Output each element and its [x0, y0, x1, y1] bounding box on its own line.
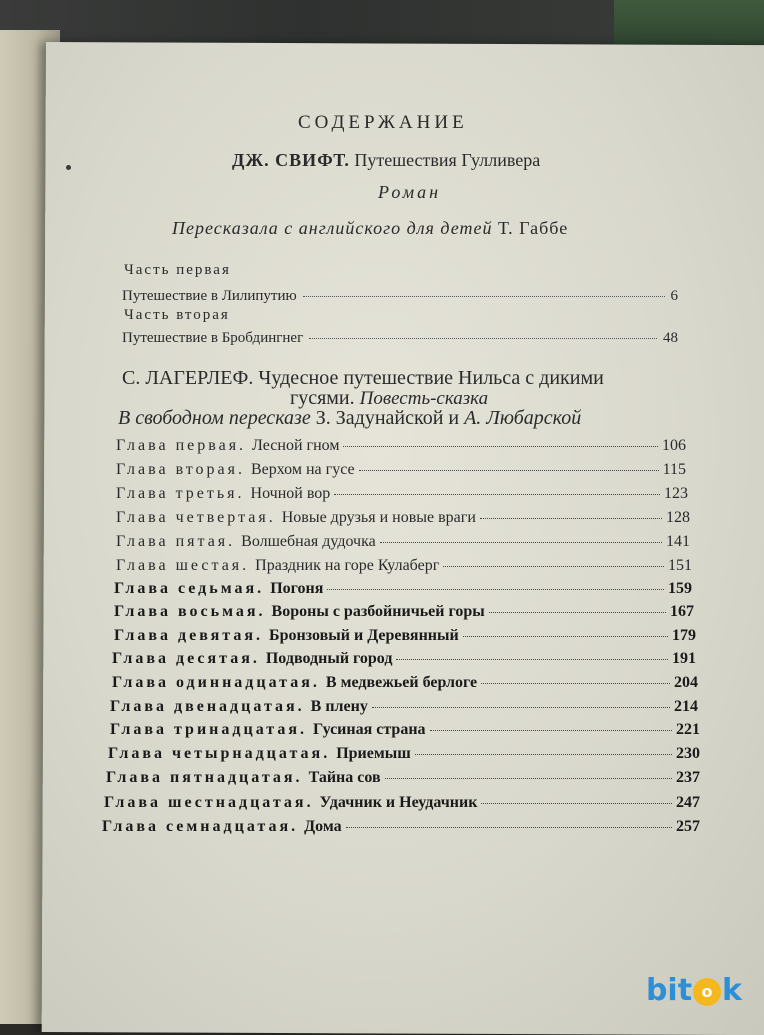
- part-label: Часть вторая: [124, 307, 230, 323]
- chapter-label: Глава четвертая.: [116, 509, 276, 526]
- dot-leader: [372, 707, 670, 708]
- dot-leader: [385, 778, 672, 779]
- chapter-name: В медвежьей берлоге: [325, 674, 478, 691]
- chapter-page: 247: [676, 794, 700, 811]
- chapter-row: [116, 485, 688, 503]
- chapter-label: Глава тринадцатая.: [110, 721, 307, 738]
- chapter-name: Ночной вор: [250, 485, 331, 502]
- dot-leader: [334, 494, 660, 495]
- book2-retold: [118, 407, 581, 430]
- chapter-name: Лесной гном: [252, 437, 340, 454]
- chapter-label: Глава шестнадцатая.: [104, 794, 314, 811]
- dot-leader: [481, 683, 670, 684]
- dot-leader: [359, 470, 659, 471]
- chapter-label: Глава первая.: [116, 437, 247, 454]
- toc-entry: [122, 288, 678, 305]
- chapter-row: [108, 745, 700, 763]
- chapter-label: Глава семнадцатая.: [102, 818, 299, 835]
- dot-leader: [481, 803, 672, 804]
- chapter-label: Глава пятнадцатая.: [106, 769, 303, 786]
- chapter-label: Глава восьмая.: [114, 603, 266, 620]
- chapter-page: 230: [676, 745, 700, 762]
- chapter-name: Дома: [304, 818, 342, 835]
- chapter-label: Глава одиннадцатая.: [112, 674, 320, 691]
- book1-retold: [172, 218, 568, 239]
- chapter-page: 204: [674, 674, 698, 691]
- book1-title: Путешествия Гулливера: [354, 150, 541, 170]
- book1-heading: [232, 150, 540, 171]
- chapter-row: [110, 721, 700, 739]
- book2-author: С. ЛАГЕРЛЕФ.: [122, 367, 254, 389]
- dot-leader: [327, 589, 664, 590]
- chapter-label: Глава третья.: [116, 485, 245, 502]
- chapter-name: Новые друзья и новые враги: [281, 509, 476, 526]
- chapter-label: Глава седьмая.: [114, 580, 265, 597]
- book2-retold-and: и: [448, 407, 460, 429]
- toc-entry-page: 6: [670, 288, 678, 304]
- dot-leader: [343, 446, 658, 447]
- background-object: [614, 0, 764, 44]
- dot-leader: [489, 612, 666, 613]
- chapter-name: Тайна сов: [308, 769, 381, 786]
- dot-leader: [463, 636, 668, 637]
- chapter-label: Глава шестая.: [116, 557, 250, 574]
- watermark-text: bit: [645, 973, 693, 1008]
- dot-leader: [309, 338, 657, 339]
- chapter-name: Гусиная страна: [313, 721, 426, 738]
- book2-retold-text: В свободном пересказе: [118, 407, 311, 429]
- chapter-label: Глава пятая.: [116, 533, 236, 550]
- part-label: Часть первая: [124, 262, 231, 278]
- dot-leader: [303, 296, 665, 297]
- book1-retold-name: Т. Габбе: [497, 218, 569, 238]
- chapter-row: [116, 533, 690, 551]
- chapter-page: 115: [662, 461, 686, 478]
- chapter-name: Удачник и Неудачник: [319, 794, 478, 811]
- dot-leader: [480, 518, 662, 519]
- chapter-row: [102, 818, 700, 836]
- coin-icon: o: [693, 978, 721, 1006]
- toc-entry: [122, 330, 678, 347]
- chapter-row: [104, 794, 700, 812]
- chapter-name: Волшебная дудочка: [241, 533, 376, 550]
- chapter-label: Глава девятая.: [114, 627, 263, 644]
- chapter-page: 128: [666, 509, 690, 526]
- toc-entry-title: Путешествие в Лилипутию: [122, 288, 297, 304]
- dot-leader: [396, 659, 668, 660]
- watermark-logo: [646, 973, 742, 1008]
- chapter-page: 237: [676, 769, 700, 786]
- dot-leader: [430, 730, 672, 731]
- book2-retold-name2: А. Любарской: [464, 407, 582, 429]
- dot-leader: [415, 754, 672, 755]
- chapter-row: [112, 674, 698, 692]
- chapter-row: [116, 509, 690, 527]
- page-title: СОДЕРЖАНИЕ: [298, 112, 468, 133]
- chapter-page: 221: [676, 721, 700, 738]
- chapter-name: Приемыш: [336, 745, 411, 762]
- chapter-row: [114, 603, 694, 621]
- chapter-row: [116, 557, 692, 575]
- chapter-page: 123: [664, 485, 688, 502]
- toc-entry-page: 48: [663, 330, 678, 346]
- book2-title-cont: гусями.: [290, 387, 355, 409]
- chapter-page: 151: [668, 557, 692, 574]
- book1-genre: Роман: [378, 182, 442, 202]
- chapter-name: Верхом на гусе: [250, 461, 355, 478]
- chapter-page: 167: [670, 603, 694, 620]
- chapter-page: 179: [672, 627, 696, 644]
- chapter-page: 159: [668, 580, 692, 597]
- chapter-page: 257: [676, 818, 700, 835]
- book1-author: ДЖ. СВИФТ.: [232, 150, 350, 170]
- chapter-name: В плену: [310, 698, 368, 715]
- chapter-row: [106, 769, 700, 787]
- chapter-page: 141: [666, 533, 690, 550]
- book2-title: Чудесное путешествие Нильса с дикими: [258, 367, 604, 389]
- chapter-row: [112, 650, 696, 668]
- watermark-text: k: [722, 973, 742, 1008]
- chapter-name: Подводный город: [265, 650, 393, 667]
- ink-spot: [66, 165, 71, 170]
- book1-retold-text: Пересказала с английского для детей: [172, 218, 493, 238]
- chapter-row: [114, 580, 692, 598]
- chapter-label: Глава десятая.: [112, 650, 260, 667]
- chapter-label: Глава вторая.: [116, 461, 245, 478]
- chapter-row: [110, 698, 698, 716]
- chapter-name: Погоня: [270, 580, 324, 597]
- chapter-label: Глава двенадцатая.: [110, 698, 305, 715]
- chapter-name: Бронзовый и Деревянный: [268, 627, 459, 644]
- chapter-name: Вороны с разбойничьей горы: [271, 603, 485, 620]
- dot-leader: [346, 827, 672, 828]
- dot-leader: [443, 566, 664, 567]
- book2-retold-name1: З. Задунайской: [315, 407, 444, 429]
- toc-entry-title: Путешествие в Бробдингнег: [122, 330, 304, 346]
- chapter-row: [114, 627, 696, 645]
- book2-genre: Повесть-сказка: [359, 388, 489, 409]
- chapter-row: [116, 437, 686, 455]
- dot-leader: [380, 542, 662, 543]
- chapter-name: Праздник на горе Кулаберг: [255, 557, 440, 574]
- chapter-page: 106: [662, 437, 686, 454]
- chapter-page: 191: [672, 650, 696, 667]
- chapter-row: [116, 461, 686, 479]
- chapter-label: Глава четырнадцатая.: [108, 745, 331, 762]
- chapter-page: 214: [674, 698, 698, 715]
